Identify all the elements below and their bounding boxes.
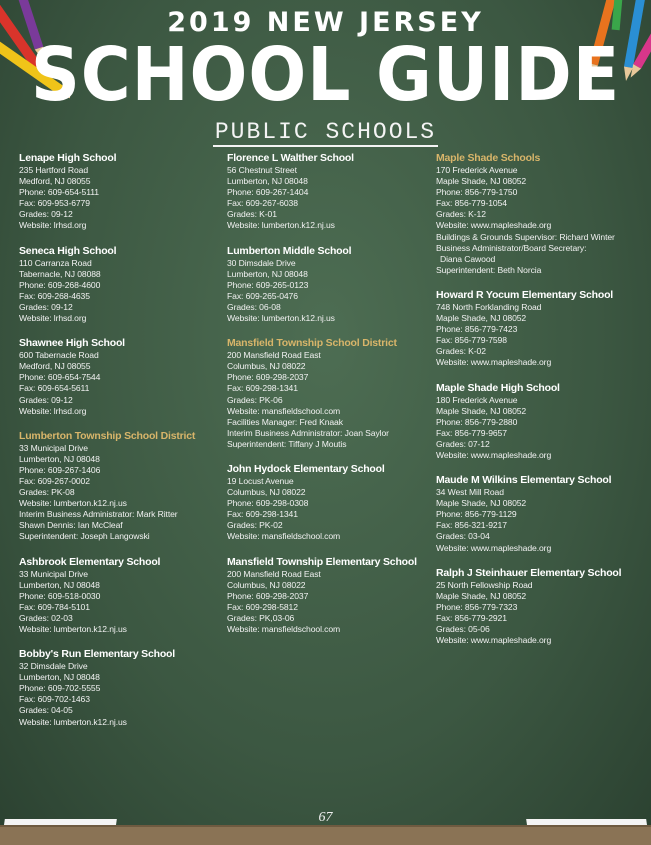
school-name: Florence L Walther School [227,152,354,164]
school-detail-line: Phone: 609-267-1404 [227,187,309,198]
school-detail-line: 56 Chestnut Street [227,165,297,175]
school-detail-line: Phone: 609-702-5555 [19,683,101,694]
school-detail-line: Maple Shade, NJ 08052 [436,590,527,601]
school-detail-line: 34 West Mill Road [436,487,504,498]
school-detail-line: Website: mansfieldschool.com [227,405,341,416]
school-detail-line: Website: lumberton.k12.nj.us [227,313,335,324]
school-detail-line: Fax: 856-779-9657 [436,427,507,438]
school-detail-line: Fax: 609-267-6038 [227,198,298,209]
school-detail-line: Interim Business Administrator: Mark Ritter [19,509,178,520]
school-detail-line: 25 North Fellowship Road [436,579,533,590]
school-detail-line: Lumberton, NJ 08048 [19,672,100,683]
school-detail-line: Phone: 856-779-1129 [436,509,517,520]
school-detail-line: Interim Business Administrator: Joan Saylor [227,427,389,438]
school-detail-line: Website: www.mapleshade.org [436,220,552,231]
school-detail-line: Fax: 856-779-2921 [436,612,507,623]
district-name: Lumberton Township School District [19,429,196,442]
school-detail-line: Tabernacle, NJ 08088 [19,268,101,279]
district-name: Maple Shade Schools [436,152,541,164]
school-detail-line: Grades: PK-08 [19,487,75,498]
school-detail-line: Maple Shade, NJ 08052 [436,405,527,416]
school-entry [227,556,432,636]
school-detail-line: Fax: 856-779-1054 [436,198,507,209]
district-entry [19,430,224,543]
school-detail-line: Facilities Manager: Fred Knaak [227,416,343,427]
school-detail-line: Diana Cawood [440,253,496,264]
school-detail-line: Grades: 09-12 [19,394,73,405]
school-detail-line: Phone: 609-518-0030 [19,590,101,601]
school-entry [19,152,224,232]
school-detail-line: 200 Mansfield Road East [227,350,321,361]
school-detail-line: Lumberton, NJ 08048 [227,176,308,187]
school-name: Maple Shade High School [436,381,560,394]
school-detail-line: Website: lumberton.k12.nj.us [19,498,127,509]
school-entry [227,463,432,543]
school-name: Maude M Wilkins Elementary School [436,474,612,487]
school-detail-line: Phone: 609-654-7544 [19,372,101,383]
school-detail-line: 235 Hartford Road [19,165,89,175]
school-detail-line: Website: mansfieldschool.com [227,624,341,634]
school-detail-line: Website: lumberton.k12.nj.us [227,220,335,231]
school-detail-line: 110 Carranza Road [19,257,92,268]
school-detail-line: Columbus, NJ 08022 [227,579,306,590]
school-detail-line: Business Administrator/Board Secretary: [436,242,587,253]
school-detail-line: 748 North Forklanding Road [436,301,542,312]
school-detail-line: Grades: PK-02 [227,520,283,531]
school-detail-line: Grades: 04-05 [19,705,73,716]
school-detail-line: Maple Shade, NJ 08052 [436,313,527,324]
school-detail-line: Fax: 609-267-0002 [19,475,90,486]
school-detail-line: Website: lrhsd.org [19,405,87,416]
school-detail-line: Website: lrhsd.org [19,220,87,231]
school-detail-line: Website: mansfieldschool.com [227,531,341,542]
guide-title: SCHOOL GUIDE [30,32,621,118]
school-detail-line: 600 Tabernacle Road [19,350,99,361]
school-detail-line: Grades: PK-06 [227,394,283,405]
school-detail-line: Grades: 09-12 [19,209,73,220]
school-detail-line: Website: lumberton.k12.nj.us [19,716,127,727]
school-name: Mansfield Township Elementary School [227,555,417,568]
school-entry [227,152,432,232]
school-detail-line: Maple Shade, NJ 08052 [436,176,527,187]
school-detail-line: Fax: 609-268-4635 [19,290,90,301]
school-detail-line: Phone: 609-654-5111 [19,187,99,198]
school-detail-line: Superintendent: Joseph Langowski [19,531,150,542]
school-detail-line: Phone: 856-779-1750 [436,187,518,198]
school-detail-line: Grades: 05-06 [436,624,490,634]
school-detail-line: Fax: 609-298-1341 [227,509,298,520]
school-detail-line: Grades: 06-08 [227,301,281,312]
school-detail-line: Grades: K-02 [436,346,486,357]
school-detail-line: Buildings & Grounds Supervisor: Richard Winter [436,231,615,242]
school-detail-line: 33 Municipal Drive [19,442,88,453]
page-number: 67 [318,810,333,825]
school-name: Lenape High School [19,152,117,164]
school-detail-line: Phone: 609-267-1406 [19,464,101,475]
school-detail-line: Phone: 609-298-2037 [227,372,309,383]
school-detail-line: Columbus, NJ 08022 [227,487,306,498]
school-detail-line: Grades: 09-12 [19,301,73,312]
school-detail-line: 19 Locust Avenue [227,475,294,486]
school-detail-line: Fax: 856-321-9217 [436,520,507,531]
district-entry [227,337,432,450]
school-detail-line: Grades: K-01 [227,209,277,220]
school-name: Shawnee High School [19,337,125,350]
school-entry [436,567,641,647]
school-detail-line: Phone: 856-779-7423 [436,324,518,335]
school-detail-line: Grades: 03-04 [436,531,490,542]
school-detail-line: Fax: 609-265-0476 [227,290,298,301]
school-name: Ralph J Steinhauer Elementary School [436,566,622,579]
school-detail-line: 180 Frederick Avenue [436,394,518,405]
school-detail-line: Lumberton, NJ 08048 [227,268,308,279]
school-detail-line: Grades: 02-03 [19,612,73,623]
school-detail-line: Website: www.mapleshade.org [436,449,552,460]
school-detail-line: Lumberton, NJ 08048 [19,453,100,464]
school-detail-line: Fax: 609-784-5101 [19,601,90,612]
district-entry [436,152,641,276]
school-detail-line: 30 Dimsdale Drive [227,257,296,268]
school-detail-line: Fax: 609-953-6779 [19,198,90,209]
school-detail-line: Grades: K-12 [436,209,486,220]
school-detail-line: Fax: 856-779-7598 [436,335,507,346]
school-name: Bobby's Run Elementary School [19,648,175,661]
school-detail-line: Fax: 609-702-1463 [19,694,90,705]
school-detail-line: Medford, NJ 08055 [19,176,91,187]
section-title-text: PUBLIC SCHOOLS [214,119,437,145]
school-detail-line: 170 Frederick Avenue [436,165,518,175]
school-detail-line: Website: www.mapleshade.org [436,635,552,646]
school-detail-line: 32 Dimsdale Drive [19,661,88,672]
school-detail-line: Phone: 609-268-4600 [19,279,101,290]
school-detail-line: 200 Mansfield Road East [227,568,321,579]
school-detail-line: Fax: 609-654-5611 [19,383,90,394]
listing-column-2 [227,152,432,648]
chalk-tray [0,825,651,845]
school-detail-line: Phone: 609-298-0308 [227,498,309,509]
school-name: John Hydock Elementary School [227,462,385,475]
school-detail-line: Lumberton, NJ 08048 [19,579,100,590]
school-detail-line: Website: lumberton.k12.nj.us [19,624,127,634]
school-detail-line: Fax: 609-298-5812 [227,601,298,612]
district-name: Mansfield Township School District [227,337,397,350]
school-entry [19,648,224,728]
school-name: Lumberton Middle School [227,244,352,257]
school-detail-line: Superintendent: Beth Norcia [436,264,542,275]
school-entry [19,245,224,325]
school-entry [19,556,224,636]
school-detail-line: Phone: 856-779-2880 [436,416,518,427]
school-entry [436,382,641,462]
school-entry [227,245,432,325]
school-detail-line: Phone: 856-779-7323 [436,601,518,612]
school-name: Ashbrook Elementary School [19,555,161,568]
school-detail-line: Medford, NJ 08055 [19,361,91,372]
school-detail-line: Grades: PK,03-06 [227,612,295,623]
school-detail-line: Maple Shade, NJ 08052 [436,498,527,509]
school-name: Howard R Yocum Elementary School [436,288,614,301]
listing-column-1 [19,152,224,741]
school-detail-line: Phone: 609-265-0123 [227,279,309,290]
school-detail-line: Phone: 609-298-2037 [227,590,309,601]
school-entry [19,337,224,417]
listing-column-3 [436,152,641,659]
school-detail-line: 33 Municipal Drive [19,568,88,579]
school-detail-line: Website: www.mapleshade.org [436,542,552,553]
school-detail-line: Shawn Dennis: Ian McCleaf [19,520,123,531]
year-line: 2019 NEW JERSEY [167,7,484,38]
guide-header [0,7,651,118]
school-detail-line: Website: www.mapleshade.org [436,357,552,368]
school-entry [436,289,641,369]
school-detail-line: Website: lrhsd.org [19,313,87,324]
school-detail-line: Grades: 07-12 [436,438,490,449]
section-title [0,119,651,145]
school-entry [436,474,641,554]
school-detail-line: Columbus, NJ 08022 [227,361,306,372]
school-detail-line: Fax: 609-298-1341 [227,383,298,394]
school-detail-line: Superintendent: Tiffany J Moutis [227,438,347,449]
school-name: Seneca High School [19,244,117,257]
